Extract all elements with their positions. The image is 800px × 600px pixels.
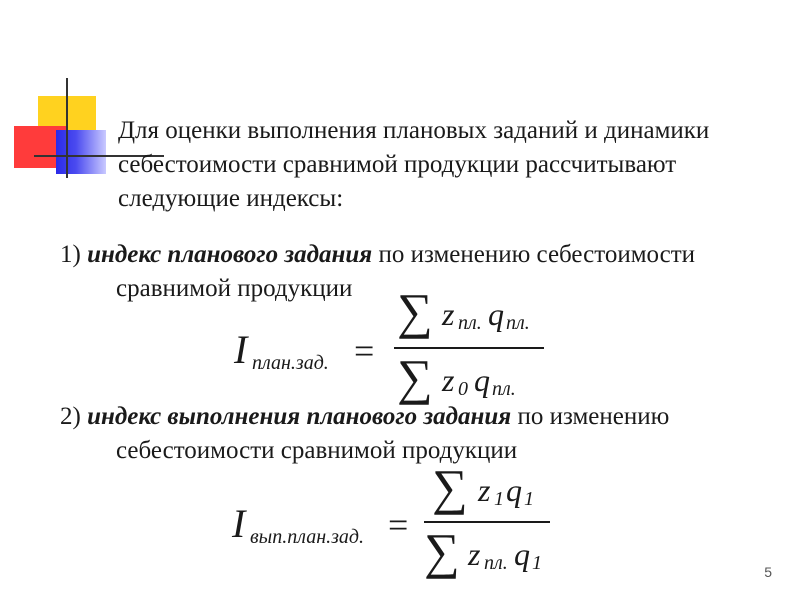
item-rest: по изменению себестоимости [372, 241, 696, 268]
formula-equals: = [388, 505, 409, 545]
intro-text: Для оценки выполнения плановых заданий и динамики себестоимости сравнимой продукции рассчитывают следующие индексы: [118, 117, 710, 212]
formula-equals: = [354, 331, 375, 371]
denominator-z-subscript: пл. [484, 552, 508, 574]
logo-vertical-line [66, 78, 68, 178]
numerator-q-subscript: 1 [524, 488, 534, 510]
formula-lhs-subscript: план.зад. [252, 352, 329, 374]
denominator-z: z [468, 536, 481, 572]
numerator-z: z [442, 296, 455, 332]
denominator-q: q [514, 536, 530, 572]
formula-lhs: I [232, 501, 246, 546]
page-number: 5 [764, 564, 772, 580]
numerator-q: q [506, 472, 522, 508]
item-continuation: сравнимой продукции [116, 275, 353, 302]
item-number: 2) [60, 403, 81, 430]
denominator-q-subscript: 1 [532, 552, 542, 574]
numerator-z: z [478, 472, 491, 508]
numerator-z-subscript: пл. [458, 312, 482, 334]
numerator-sum-icon: ∑ [432, 459, 468, 515]
formula-lhs-subscript: вып.план.зад. [250, 526, 365, 548]
numerator-q-subscript: пл. [506, 312, 530, 334]
logo-blue-square [56, 130, 106, 174]
denominator-q-subscript: пл. [492, 378, 516, 400]
numerator-q: q [488, 296, 504, 332]
numerator-z-subscript: 1 [494, 488, 504, 510]
denominator-z-subscript: 0 [458, 378, 468, 400]
item-rest: по изменению [511, 403, 670, 430]
corner-logo [0, 0, 120, 190]
denominator-z: z [442, 362, 455, 398]
denominator-sum-icon: ∑ [424, 523, 460, 579]
item-term: индекс выполнения планового задания [87, 403, 512, 430]
item-continuation: себестоимости сравнимой продукции [116, 437, 518, 464]
item-term: индекс планового задания [87, 241, 373, 268]
numerator-sum-icon: ∑ [397, 283, 433, 339]
list-item-2 [60, 400, 780, 468]
item-number: 1) [60, 241, 81, 268]
denominator-q: q [474, 362, 490, 398]
denominator-sum-icon: ∑ [397, 349, 433, 405]
formula-lhs: I [234, 327, 248, 372]
